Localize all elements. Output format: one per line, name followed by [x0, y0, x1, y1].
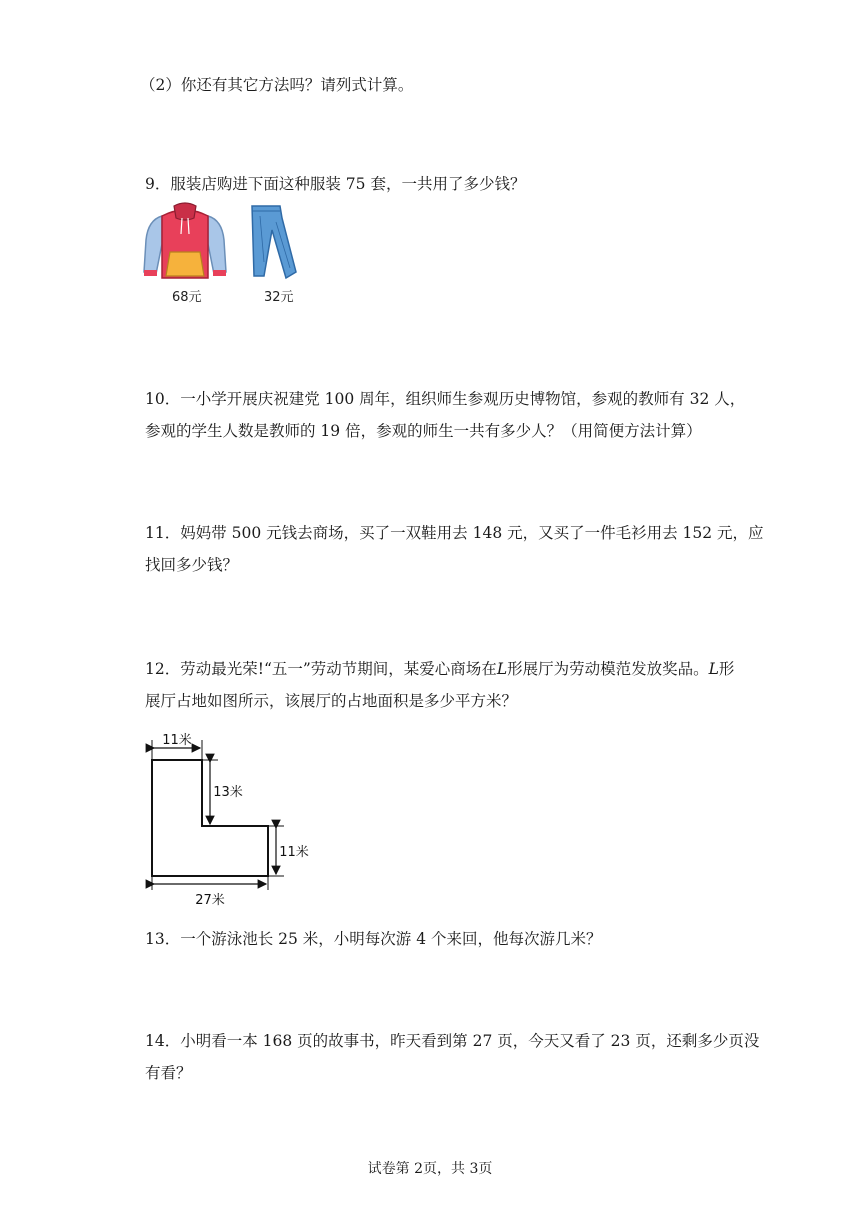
q10-line1: 10．一小学开展庆祝建党 100 周年，组织师生参观历史博物馆，参观的教师有 32 人，	[145, 390, 746, 408]
q11-line1: 11．妈妈带 500 元钱去商场，买了一双鞋用去 148 元，又买了一件毛衫用去 152 元，应	[145, 524, 764, 542]
q13-text: 13．一个游泳池长 25 米，小明每次游 4 个来回，他每次游几米？	[145, 930, 602, 948]
dim-top-label: 11米	[162, 733, 192, 748]
pants-price: 32元	[264, 290, 294, 305]
dim-mid-label: 13米	[213, 785, 243, 800]
q12-line1-b: 形展厅为劳动模范发放奖品。	[507, 660, 709, 678]
jacket-image	[140, 200, 230, 282]
q12-line1-c: 形	[718, 660, 735, 678]
q12-line1	[145, 658, 734, 680]
q11-line2: 找回多少钱？	[145, 556, 239, 574]
dim-right-label: 11米	[279, 845, 309, 860]
q10-line2: 参观的学生人数是教师的 19 倍，参观的师生一共有多少人？（用简便方法计算）	[145, 422, 702, 440]
pants-image	[246, 202, 306, 282]
page-footer: 试卷第 2页，共 3页	[367, 1161, 493, 1177]
q12-l-letter: L	[496, 660, 508, 678]
jacket-price: 68元	[172, 290, 202, 305]
q12-l-letter: L	[708, 660, 719, 678]
dim-bottom-label: 27米	[195, 893, 225, 908]
q14-line2: 有看？	[145, 1064, 192, 1082]
q8-part2-text: （2）你还有其它方法吗？请列式计算。	[140, 76, 414, 94]
q12-line1-a: 12．劳动最光荣!“五一”劳动节期间，某爱心商场在	[145, 660, 497, 678]
q9-text: 9．服装店购进下面这种服装 75 套，一共用了多少钱？	[145, 175, 526, 193]
l-shape-diagram	[140, 724, 320, 910]
q12-line2: 展厅占地如图所示，该展厅的占地面积是多少平方米？	[145, 692, 518, 710]
q14-line1: 14．小明看一本 168 页的故事书，昨天看到第 27 页，今天又看了 23 页，还剩多少页没	[145, 1032, 760, 1050]
